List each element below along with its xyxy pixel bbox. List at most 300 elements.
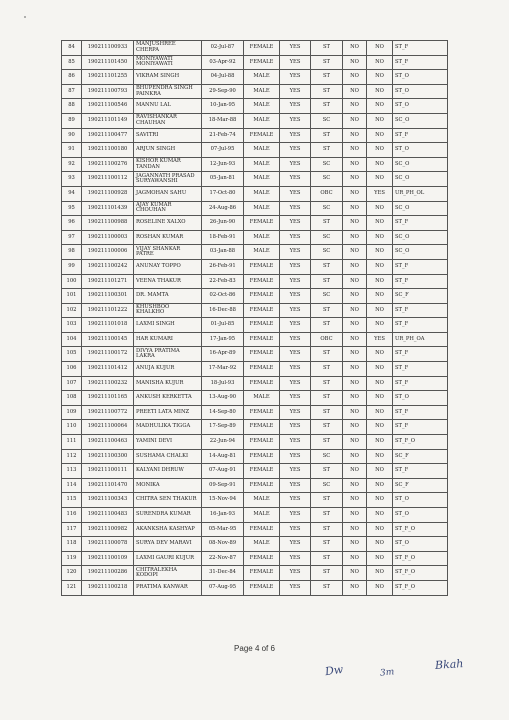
domicile-cell: YES — [280, 508, 311, 523]
sl-no-cell: 85 — [62, 55, 82, 70]
sl-no-cell: 104 — [62, 332, 82, 347]
roll-no-cell: 190211100242 — [82, 259, 134, 274]
ex-service-cell: NO — [343, 216, 367, 231]
gender-cell: MALE — [244, 508, 280, 523]
category-cell: ST — [311, 216, 343, 231]
category-cell: ST — [311, 508, 343, 523]
alloted-category-cell: ST_F_O — [393, 522, 448, 537]
alloted-category-cell: ST_F — [393, 303, 448, 318]
ex-service-cell: NO — [343, 580, 367, 595]
name-cell: CHITRALEKHA KODOPI — [134, 566, 202, 581]
gender-cell: FEMALE — [244, 478, 280, 493]
ex-service-cell: NO — [343, 449, 367, 464]
roll-no-cell: 190211100111 — [82, 464, 134, 479]
dob-cell: 05-Mar-95 — [202, 522, 244, 537]
gender-cell: FEMALE — [244, 347, 280, 362]
sl-no-cell: 86 — [62, 70, 82, 85]
category-cell: ST — [311, 318, 343, 333]
sl-no-cell: 96 — [62, 216, 82, 231]
gender-cell: MALE — [244, 70, 280, 85]
gender-cell: MALE — [244, 230, 280, 245]
table-row — [62, 332, 448, 347]
alloted-category-cell: ST_F — [393, 216, 448, 231]
alloted-category-cell: UR_PH_OA — [393, 332, 448, 347]
name-cell: AJAY KUMAR CHOUHAN — [134, 201, 202, 216]
sl-no-cell: 97 — [62, 230, 82, 245]
ph-cell: NO — [367, 537, 393, 552]
name-cell: DIVYA PRATIMA LAKRA — [134, 347, 202, 362]
alloted-category-cell: ST_O — [393, 70, 448, 85]
roll-no-cell: 190211100343 — [82, 493, 134, 508]
sl-no-cell: 121 — [62, 580, 82, 595]
name-cell: SURYA DEV MARAVI — [134, 537, 202, 552]
ex-service-cell: NO — [343, 113, 367, 128]
roll-no-cell: 190211100933 — [82, 41, 134, 56]
ex-service-cell: NO — [343, 84, 367, 99]
dob-cell: 24-Aug-86 — [202, 201, 244, 216]
sl-no-cell: 100 — [62, 274, 82, 289]
alloted-category-cell: SC_F — [393, 478, 448, 493]
sl-no-cell: 92 — [62, 157, 82, 172]
roll-no-cell: 190211101018 — [82, 318, 134, 333]
ph-cell: NO — [367, 551, 393, 566]
ex-service-cell: NO — [343, 245, 367, 260]
roll-no-cell: 190211101271 — [82, 274, 134, 289]
category-cell: ST — [311, 362, 343, 377]
dob-cell: 14-Sep-80 — [202, 405, 244, 420]
signature-2: 3m — [379, 667, 395, 679]
table-row — [62, 464, 448, 479]
category-cell: ST — [311, 420, 343, 435]
dob-cell: 21-Feb-74 — [202, 128, 244, 143]
ex-service-cell: NO — [343, 464, 367, 479]
domicile-cell: YES — [280, 332, 311, 347]
name-cell: JAGANNATH PRASAD SURYAWANSHI — [134, 172, 202, 187]
ph-cell: NO — [367, 245, 393, 260]
table-row — [62, 157, 448, 172]
ex-service-cell: NO — [343, 128, 367, 143]
scan-mark — [24, 16, 26, 18]
table-row — [62, 99, 448, 114]
name-cell: MANISHA KUJUR — [134, 376, 202, 391]
alloted-category-cell: ST_F_O — [393, 435, 448, 450]
gender-cell: MALE — [244, 201, 280, 216]
ph-cell: NO — [367, 435, 393, 450]
gender-cell: FEMALE — [244, 405, 280, 420]
name-cell: HAR KUMARI — [134, 332, 202, 347]
gender-cell: FEMALE — [244, 435, 280, 450]
domicile-cell: YES — [280, 464, 311, 479]
category-cell: ST — [311, 464, 343, 479]
gender-cell: FEMALE — [244, 259, 280, 274]
category-cell: SC — [311, 172, 343, 187]
ex-service-cell: NO — [343, 230, 367, 245]
domicile-cell: YES — [280, 143, 311, 158]
candidate-table — [61, 40, 448, 596]
domicile-cell: YES — [280, 245, 311, 260]
gender-cell: FEMALE — [244, 128, 280, 143]
ph-cell: NO — [367, 84, 393, 99]
dob-cell: 02-Oct-86 — [202, 289, 244, 304]
alloted-category-cell: SC_O — [393, 172, 448, 187]
category-cell: SC — [311, 245, 343, 260]
category-cell: ST — [311, 55, 343, 70]
category-cell: ST — [311, 84, 343, 99]
sl-no-cell: 102 — [62, 303, 82, 318]
domicile-cell: YES — [280, 551, 311, 566]
sl-no-cell: 99 — [62, 259, 82, 274]
gender-cell: FEMALE — [244, 580, 280, 595]
ex-service-cell: NO — [343, 551, 367, 566]
alloted-category-cell: SC_O — [393, 113, 448, 128]
ph-cell: NO — [367, 493, 393, 508]
ex-service-cell: NO — [343, 391, 367, 406]
domicile-cell: YES — [280, 537, 311, 552]
gender-cell: FEMALE — [244, 566, 280, 581]
roll-no-cell: 190211100928 — [82, 186, 134, 201]
gender-cell: FEMALE — [244, 332, 280, 347]
gender-cell: MALE — [244, 113, 280, 128]
table-body — [62, 41, 448, 596]
alloted-category-cell: ST_F — [393, 41, 448, 56]
gender-cell: FEMALE — [244, 551, 280, 566]
roll-no-cell: 190211100300 — [82, 449, 134, 464]
name-cell: VEENA THAKUR — [134, 274, 202, 289]
table-row — [62, 201, 448, 216]
category-cell: ST — [311, 405, 343, 420]
dob-cell: 26-Jun-90 — [202, 216, 244, 231]
gender-cell: MALE — [244, 172, 280, 187]
alloted-category-cell: ST_F — [393, 318, 448, 333]
ex-service-cell: NO — [343, 55, 367, 70]
category-cell: SC — [311, 201, 343, 216]
ex-service-cell: NO — [343, 478, 367, 493]
table-row — [62, 376, 448, 391]
table-row — [62, 143, 448, 158]
ex-service-cell: NO — [343, 157, 367, 172]
domicile-cell: YES — [280, 580, 311, 595]
dob-cell: 08-Nov-89 — [202, 537, 244, 552]
alloted-category-cell: ST_F — [393, 405, 448, 420]
name-cell: DR. MAMTA — [134, 289, 202, 304]
domicile-cell: YES — [280, 405, 311, 420]
dob-cell: 13-Aug-90 — [202, 391, 244, 406]
dob-cell: 04-Jul-88 — [202, 70, 244, 85]
table-row — [62, 580, 448, 595]
gender-cell: FEMALE — [244, 464, 280, 479]
ex-service-cell: NO — [343, 537, 367, 552]
ex-service-cell: NO — [343, 186, 367, 201]
category-cell: ST — [311, 70, 343, 85]
dob-cell: 17-Oct-80 — [202, 186, 244, 201]
table-row — [62, 41, 448, 56]
name-cell: ANUNAY TOPPO — [134, 259, 202, 274]
ex-service-cell: NO — [343, 99, 367, 114]
alloted-category-cell: ST_F — [393, 420, 448, 435]
name-cell: SUSHAMA CHALKI — [134, 449, 202, 464]
name-cell: VIJAY SHANKAR PATRE — [134, 245, 202, 260]
sl-no-cell: 107 — [62, 376, 82, 391]
alloted-category-cell: SC_F — [393, 289, 448, 304]
dob-cell: 07-Aug-95 — [202, 580, 244, 595]
dob-cell: 26-Feb-91 — [202, 259, 244, 274]
ex-service-cell: NO — [343, 405, 367, 420]
sl-no-cell: 115 — [62, 493, 82, 508]
ph-cell: NO — [367, 201, 393, 216]
name-cell: RAVISHANKAR CHAUHAN — [134, 113, 202, 128]
table-row — [62, 289, 448, 304]
domicile-cell: YES — [280, 128, 311, 143]
table-row — [62, 70, 448, 85]
alloted-category-cell: ST_F — [393, 464, 448, 479]
dob-cell: 22-Jun-94 — [202, 435, 244, 450]
table-row — [62, 172, 448, 187]
ex-service-cell: NO — [343, 566, 367, 581]
gender-cell: FEMALE — [244, 449, 280, 464]
roll-no-cell: 190211101222 — [82, 303, 134, 318]
roll-no-cell: 190211100232 — [82, 376, 134, 391]
table-row — [62, 493, 448, 508]
domicile-cell: YES — [280, 157, 311, 172]
dob-cell: 03-Jan-88 — [202, 245, 244, 260]
alloted-category-cell: ST_F — [393, 259, 448, 274]
roll-no-cell: 190211101470 — [82, 478, 134, 493]
name-cell: MANJUSHREE CHERPA — [134, 41, 202, 56]
table-row — [62, 318, 448, 333]
domicile-cell: YES — [280, 391, 311, 406]
domicile-cell: YES — [280, 230, 311, 245]
table-row — [62, 435, 448, 450]
ph-cell: NO — [367, 216, 393, 231]
category-cell: OBC — [311, 332, 343, 347]
ph-cell: NO — [367, 420, 393, 435]
alloted-category-cell: SC_O — [393, 157, 448, 172]
alloted-category-cell: ST_F — [393, 362, 448, 377]
ph-cell: NO — [367, 318, 393, 333]
name-cell: SAVITRI — [134, 128, 202, 143]
category-cell: ST — [311, 259, 343, 274]
gender-cell: MALE — [244, 493, 280, 508]
dob-cell: 14-Aug-81 — [202, 449, 244, 464]
category-cell: ST — [311, 435, 343, 450]
roll-no-cell: 190211100982 — [82, 522, 134, 537]
table-row — [62, 362, 448, 377]
dob-cell: 18-Feb-91 — [202, 230, 244, 245]
roll-no-cell: 190211101412 — [82, 362, 134, 377]
name-cell: MONIKA — [134, 478, 202, 493]
ph-cell: NO — [367, 391, 393, 406]
name-cell: LAXMI GAURI KUJUR — [134, 551, 202, 566]
sl-no-cell: 84 — [62, 41, 82, 56]
ph-cell: NO — [367, 259, 393, 274]
ph-cell: NO — [367, 464, 393, 479]
dob-cell: 15-Nov-94 — [202, 493, 244, 508]
ex-service-cell: NO — [343, 303, 367, 318]
sl-no-cell: 91 — [62, 143, 82, 158]
roll-no-cell: 190211100112 — [82, 172, 134, 187]
table-row — [62, 55, 448, 70]
roll-no-cell: 190211100463 — [82, 435, 134, 450]
roll-no-cell: 190211101165 — [82, 391, 134, 406]
domicile-cell: YES — [280, 186, 311, 201]
roll-no-cell: 190211100286 — [82, 566, 134, 581]
gender-cell: FEMALE — [244, 55, 280, 70]
table-row — [62, 522, 448, 537]
ex-service-cell: NO — [343, 435, 367, 450]
alloted-category-cell: SC_O — [393, 230, 448, 245]
ph-cell: NO — [367, 143, 393, 158]
domicile-cell: YES — [280, 362, 311, 377]
domicile-cell: YES — [280, 522, 311, 537]
alloted-category-cell: ST_F_O — [393, 580, 448, 595]
sl-no-cell: 116 — [62, 508, 82, 523]
roll-no-cell: 190211100180 — [82, 143, 134, 158]
gender-cell: FEMALE — [244, 522, 280, 537]
roll-no-cell: 190211101450 — [82, 55, 134, 70]
domicile-cell: YES — [280, 493, 311, 508]
dob-cell: 29-Sep-90 — [202, 84, 244, 99]
table-row — [62, 508, 448, 523]
ex-service-cell: NO — [343, 376, 367, 391]
roll-no-cell: 190211100988 — [82, 216, 134, 231]
ph-cell: NO — [367, 362, 393, 377]
name-cell: ANKUSH KERKETTA — [134, 391, 202, 406]
category-cell: ST — [311, 41, 343, 56]
name-cell: VIKRAM SINGH — [134, 70, 202, 85]
gender-cell: FEMALE — [244, 376, 280, 391]
sl-no-cell: 95 — [62, 201, 82, 216]
sl-no-cell: 108 — [62, 391, 82, 406]
alloted-category-cell: SC_F — [393, 449, 448, 464]
gender-cell: FEMALE — [244, 274, 280, 289]
sl-no-cell: 114 — [62, 478, 82, 493]
domicile-cell: YES — [280, 84, 311, 99]
table-row — [62, 405, 448, 420]
name-cell: ANUJA KUJUR — [134, 362, 202, 377]
category-cell: ST — [311, 303, 343, 318]
ex-service-cell: NO — [343, 522, 367, 537]
domicile-cell: YES — [280, 435, 311, 450]
roll-no-cell: 190211100301 — [82, 289, 134, 304]
dob-cell: 18-Mar-88 — [202, 113, 244, 128]
name-cell: PRATIMA KANWAR — [134, 580, 202, 595]
name-cell: PREETI LATA MINZ — [134, 405, 202, 420]
sl-no-cell: 118 — [62, 537, 82, 552]
ph-cell: NO — [367, 230, 393, 245]
table-row — [62, 230, 448, 245]
ex-service-cell: NO — [343, 41, 367, 56]
ex-service-cell: NO — [343, 143, 367, 158]
ph-cell: NO — [367, 376, 393, 391]
ph-cell: NO — [367, 478, 393, 493]
ph-cell: NO — [367, 566, 393, 581]
dob-cell: 16-Dec-88 — [202, 303, 244, 318]
dob-cell: 22-Nov-87 — [202, 551, 244, 566]
name-cell: KALYANI DHRUW — [134, 464, 202, 479]
gender-cell: FEMALE — [244, 318, 280, 333]
roll-no-cell: 190211100483 — [82, 508, 134, 523]
ex-service-cell: NO — [343, 259, 367, 274]
sl-no-cell: 90 — [62, 128, 82, 143]
domicile-cell: YES — [280, 216, 311, 231]
name-cell: YAMINI DEVI — [134, 435, 202, 450]
domicile-cell: YES — [280, 566, 311, 581]
alloted-category-cell: SC_O — [393, 245, 448, 260]
domicile-cell: YES — [280, 318, 311, 333]
domicile-cell: YES — [280, 99, 311, 114]
sl-no-cell: 88 — [62, 99, 82, 114]
name-cell: KISHOR KUMAR TANDAN — [134, 157, 202, 172]
roll-no-cell: 190211101439 — [82, 201, 134, 216]
table-row — [62, 391, 448, 406]
ph-cell: NO — [367, 580, 393, 595]
gender-cell: FEMALE — [244, 420, 280, 435]
ph-cell: NO — [367, 113, 393, 128]
table-row — [62, 551, 448, 566]
table-row — [62, 128, 448, 143]
category-cell: OBC — [311, 186, 343, 201]
sl-no-cell: 110 — [62, 420, 82, 435]
ph-cell: NO — [367, 274, 393, 289]
dob-cell: 10-Jan-95 — [202, 99, 244, 114]
sl-no-cell: 101 — [62, 289, 82, 304]
gender-cell: FEMALE — [244, 216, 280, 231]
category-cell: ST — [311, 99, 343, 114]
dob-cell: 17-Mar-92 — [202, 362, 244, 377]
category-cell: ST — [311, 522, 343, 537]
ph-cell: NO — [367, 128, 393, 143]
gender-cell: MALE — [244, 186, 280, 201]
sl-no-cell: 93 — [62, 172, 82, 187]
sl-no-cell: 120 — [62, 566, 82, 581]
page-number: Page 4 of 6 — [234, 644, 275, 653]
category-cell: ST — [311, 551, 343, 566]
dob-cell: 07-Jul-95 — [202, 143, 244, 158]
alloted-category-cell: ST_F — [393, 274, 448, 289]
category-cell: SC — [311, 113, 343, 128]
dob-cell: 12-Jun-93 — [202, 157, 244, 172]
ph-cell: NO — [367, 449, 393, 464]
dob-cell: 05-Jan-81 — [202, 172, 244, 187]
signature-3: Bkah — [434, 657, 464, 672]
table-row — [62, 303, 448, 318]
ex-service-cell: NO — [343, 289, 367, 304]
roll-no-cell: 190211100546 — [82, 99, 134, 114]
domicile-cell: YES — [280, 289, 311, 304]
dob-cell: 16-Jan-93 — [202, 508, 244, 523]
gender-cell: FEMALE — [244, 362, 280, 377]
alloted-category-cell: ST_F_O — [393, 551, 448, 566]
ph-cell: NO — [367, 99, 393, 114]
sl-no-cell: 119 — [62, 551, 82, 566]
category-cell: ST — [311, 274, 343, 289]
name-cell: ROSELINE XALXO — [134, 216, 202, 231]
table-row — [62, 537, 448, 552]
name-cell: LAXMI SINGH — [134, 318, 202, 333]
ph-cell: NO — [367, 522, 393, 537]
roll-no-cell: 190211100145 — [82, 332, 134, 347]
category-cell: SC — [311, 230, 343, 245]
roll-no-cell: 190211100172 — [82, 347, 134, 362]
domicile-cell: YES — [280, 201, 311, 216]
alloted-category-cell: SC_O — [393, 201, 448, 216]
ph-cell: NO — [367, 157, 393, 172]
alloted-category-cell: ST_F — [393, 376, 448, 391]
ph-cell: NO — [367, 303, 393, 318]
alloted-category-cell: ST_F — [393, 55, 448, 70]
dob-cell: 07-Aug-91 — [202, 464, 244, 479]
ex-service-cell: NO — [343, 420, 367, 435]
